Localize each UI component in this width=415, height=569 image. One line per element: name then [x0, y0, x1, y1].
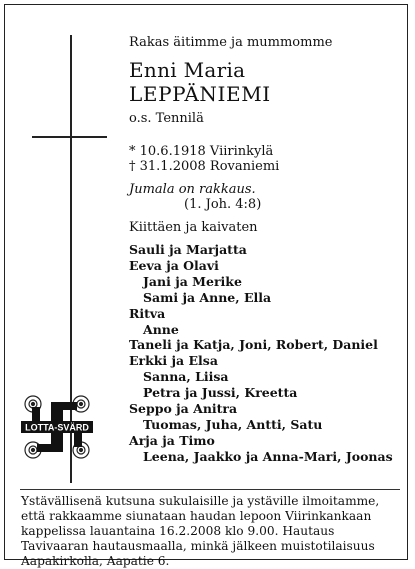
- mourners-intro: Kiittäen ja kaivaten: [129, 220, 258, 235]
- mourner-line: Jani ja Merike: [143, 273, 242, 289]
- mourner-line: Sauli ja Marjatta: [129, 242, 247, 257]
- maiden-name: o.s. Tennilä: [129, 111, 204, 126]
- mourner-line: Sami ja Anne, Ella: [143, 289, 272, 305]
- verse-reference: (1. Joh. 4:8): [184, 197, 262, 212]
- mourner-line: Taneli ja Katja, Joni, Robert, Daniel: [129, 337, 378, 353]
- mourner-line: Petra ja Jussi, Kreetta: [143, 385, 298, 401]
- mourner-line: Seppo ja Anitra: [129, 401, 238, 417]
- mourner-line: Sanna, Liisa: [143, 369, 229, 385]
- deceased-surname: LEPPÄNIEMI: [129, 82, 271, 106]
- cross-horizontal: [32, 136, 107, 138]
- emblem-label: LOTTA-SVÄRD: [25, 422, 89, 433]
- mourner-line: Ritva: [129, 305, 166, 321]
- mourner-line: Leena, Jaakko ja Anna-Mari, Joonas: [143, 448, 393, 464]
- mourner-line: Eeva ja Olavi: [129, 257, 219, 273]
- birth-line: * 10.6.1918 Viirinkylä: [129, 144, 274, 159]
- mourner-line: Tuomas, Juha, Antti, Satu: [143, 416, 323, 432]
- lotta-svard-emblem-icon: [21, 392, 93, 462]
- divider: [20, 489, 400, 490]
- intro-text: Rakas äitimme ja mummomme: [129, 35, 333, 50]
- mourner-line: Arja ja Timo: [129, 432, 215, 448]
- verse-text: Jumala on rakkaus.: [129, 182, 256, 197]
- mourner-line: Erkki ja Elsa: [129, 353, 218, 369]
- obituary-notice: [4, 4, 408, 568]
- mourner-line: Anne: [143, 321, 179, 337]
- mourners-list: [129, 242, 393, 465]
- funeral-invitation: Ystävällisenä kutsuna sukulaisille ja ystäville ilmoitamme, että rakkaamme siunataan haudan lepoon Viirinkankaan kappelissa lauantaina 16.2.2008 klo 9.00. Hautaus Tavivaaran hautausmaalla, minkä jälkeen muistotilaisuus Aapakirkolla, Aapatie 6.: [21, 494, 380, 568]
- deceased-first-names: Enni Maria: [129, 58, 246, 82]
- death-line: † 31.1.2008 Rovaniemi: [129, 159, 280, 174]
